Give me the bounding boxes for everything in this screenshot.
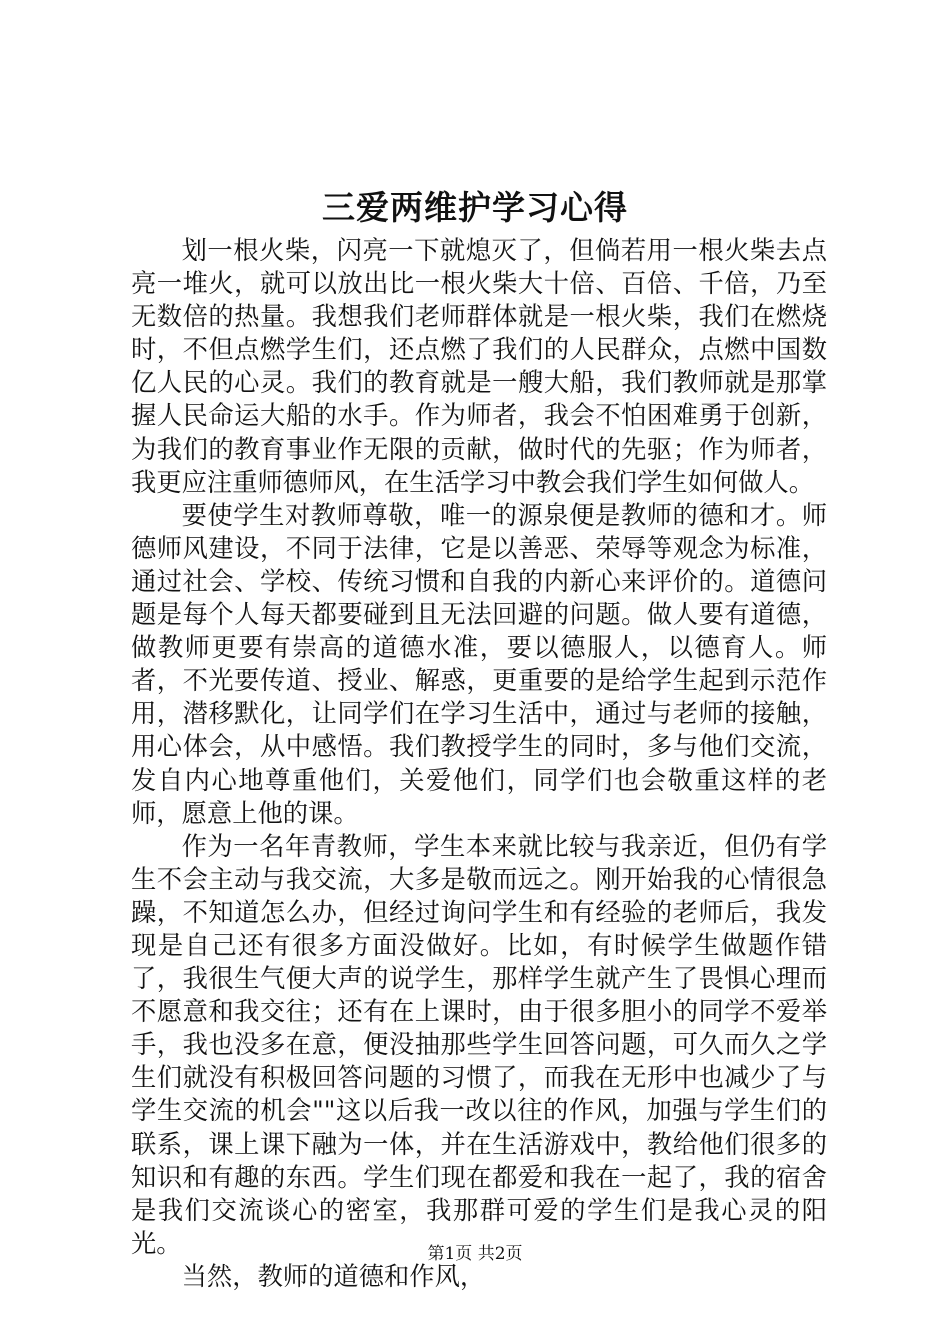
paragraph-2: 要使学生对教师尊敬，唯一的源泉便是教师的德和才。师德师风建设，不同于法律，它是以善恶、荣辱等观念为标准，通过社会、学校、传统习惯和自我的内新心来评价的。道德问题是每个人每天都要碰到且无法回避的问题。做人要有道德，做教师更要有崇高的道德水准，要以德服人，以德育人。师者，不光要传道、授业、解惑，更重要的是给学生起到示范作用，潜移默化，让同学们在学习生活中，通过与老师的接触，用心体会，从中感悟。我们教授学生的同时，多与他们交流，发自内心地尊重他们，关爱他们，同学们也会敬重这样的老师，愿意上他的课。 [131, 500, 827, 828]
document-body [131, 234, 827, 1293]
paragraph-3: 作为一名年青教师，学生本来就比较与我亲近，但仍有学生不会主动与我交流，大多是敬而远之。刚开始我的心情很急躁，不知道怎么办，但经过询问学生和有经验的老师后，我发现是自己还有很多方面没做好。比如，有时候学生做题作错了，我很生气便大声的说学生，那样学生就产生了畏惧心理而不愿意和我交往；还有在上课时，由于很多胆小的同学不爱举手，我也没多在意，便没抽那些学生回答问题，可久而久之学生们就没有积极回答问题的习惯了，而我在无形中也减少了与学生交流的机会""这以后我一改以往的作风，加强与学生们的联系，课上课下融为一体，并在生活游戏中，教给他们很多的知识和有趣的东西。学生们现在都爱和我在一起了，我的宿舍是我们交流谈心的密室，我那群可爱的学生们是我心灵的阳光。 [131, 831, 827, 1258]
document-title: 三爱两维护学习心得 [322, 188, 628, 227]
page-footer: 第1页 共2页 [427, 1244, 523, 1264]
paragraph-4: 当然，教师的道德和作风， [181, 1261, 486, 1291]
paragraph-1: 划一根火柴，闪亮一下就熄灭了，但倘若用一根火柴去点亮一堆火，就可以放出比一根火柴大十倍、百倍、千倍，乃至无数倍的热量。我想我们老师群体就是一根火柴，我们在燃烧时，不但点燃学生们，还点燃了我们的人民群众，点燃中国数亿人民的心灵。我们的教育就是一艘大船，我们教师就是那掌握人民命运大船的水手。作为师者，我会不怕困难勇于创新，为我们的教育事业作无限的贡献，做时代的先驱；作为师者，我更应注重师德师风，在生活学习中教会我们学生如何做人。 [131, 236, 827, 497]
